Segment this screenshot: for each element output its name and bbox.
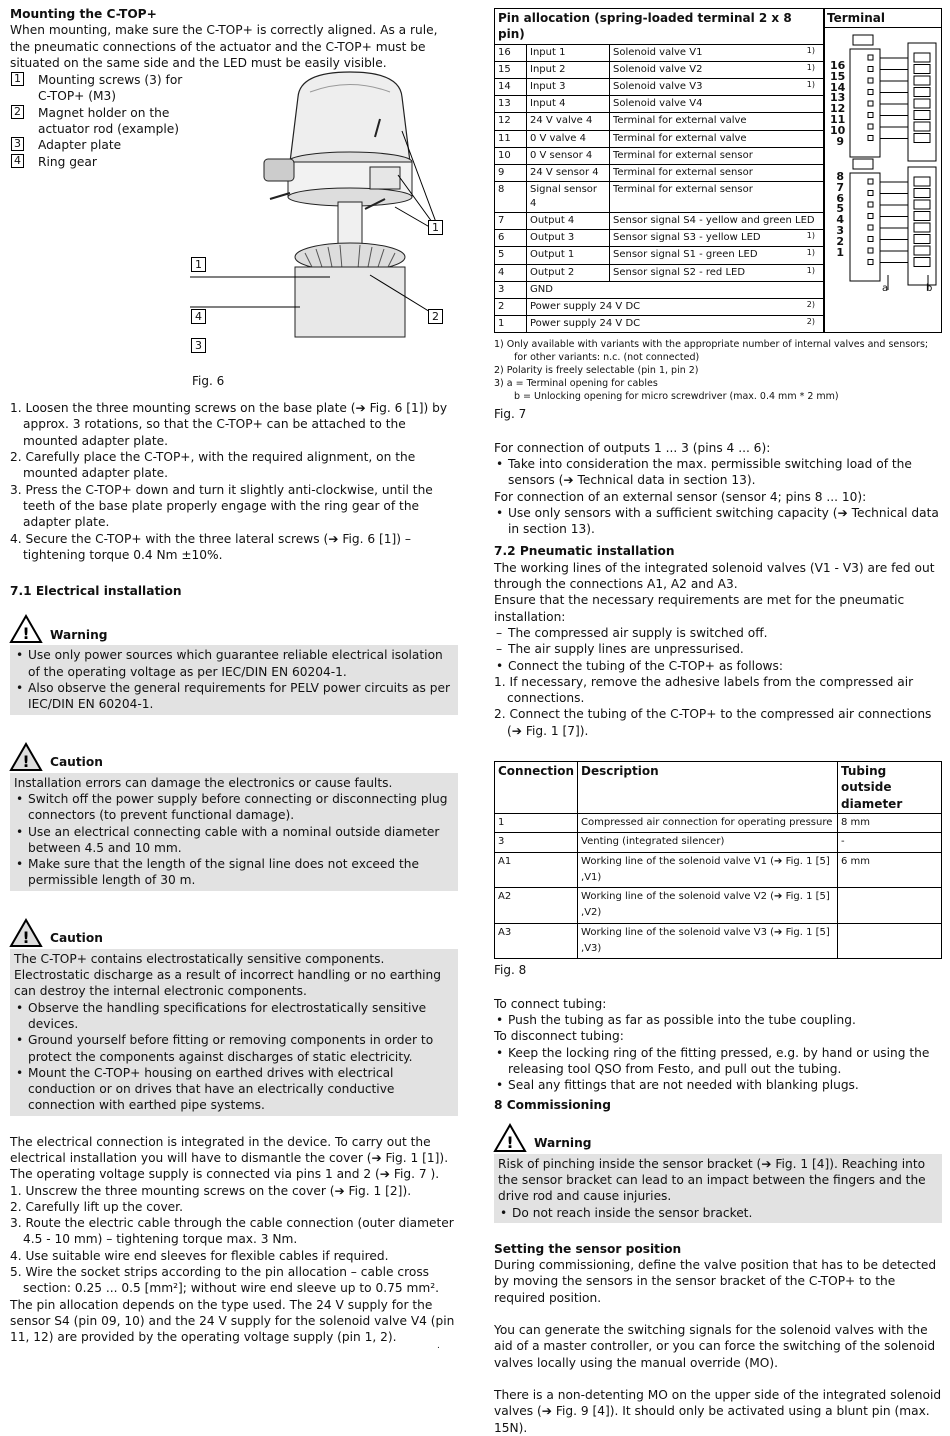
tubing-text [494,996,942,1094]
mount-step: 2. Carefully place the C-TOP+, with the required alignment, on the mounted adapter plate. [10,450,416,481]
warning-box [494,1154,942,1223]
table-row: A1 Working line of the solenoid valve V1 (➔ Fig. 1 [5] ,V1) 6 mm [495,852,942,888]
pin-row: 11 0 V valve 4 Terminal for external valve [495,130,824,147]
tubing-item: • Push the tubing as far as possible into the tube coupling. [494,1012,942,1028]
legend-text: Mounting screws (3) for C-TOP+ (M3) [38,73,183,104]
warning-heading [494,1118,942,1152]
caution-box-1 [10,773,458,891]
note: 1) Only available with variants with the appropriate number of internal valves and sensors; for other variants: n.c. (not connected) [494,339,929,364]
pin-row: 2 Power supply 24 V DC 2) [495,299,824,316]
electrical-step: 1. Unscrew the three mounting screws on the cover (➔ Fig. 1 [2]). [10,1183,412,1198]
tubing-item: • Seal any fittings that are not needed with blanking plugs. [494,1077,942,1093]
mount-step: 1. Loosen the three mounting screws on the base plate (➔ Fig. 6 [1]) by approx. 3 rotations, so that the C-TOP+ can be attached to the mounted adapter plate. [10,401,448,448]
warning-box [10,645,458,714]
note: 3) a = Terminal opening for cables [494,378,658,390]
pneumatic-paragraph: The working lines of the integrated solenoid valves (V1 - V3) are fed out through the connections A1, A2 and A3. [494,560,935,592]
terminal-header: Terminal [824,9,941,28]
terminal-clamp [914,223,930,232]
terminal-top-numbers: 16 15 14 13 12 11 10 9 [830,59,846,148]
caution-intro: The C-TOP+ contains electrostatically sensitive components. Electrostatic discharge as a result of incorrect handling or no earthing can destroy the internal electronic components. [14,951,442,999]
terminal-b-label: b [926,283,933,294]
note: 2) Polarity is freely selectable (pin 1, pin 2) [494,365,699,377]
legend-num: 2 [11,105,24,119]
caution-label: Caution [50,755,103,770]
pin-row: 1 Power supply 24 V DC 2) [495,316,824,333]
mount-step: 3. Press the C-TOP+ down and turn it slightly anti-clockwise, until the teeth of the base plate properly engage with the ring gear of the adapter plate. [10,482,433,530]
electrical-paragraph: The electrical connection is integrated in the device. To carry out the electrical installation you will have to dismantle the cover (➔ Fig. 1 [1]). [10,1134,449,1165]
table-row: 1 Compressed air connection for operating pressure 8 mm [495,813,942,832]
fig6-caption: Fig. 6 [192,374,225,389]
section-7-1-title: 7.1 Electrical installation [10,584,182,599]
terminal-hole [868,202,873,207]
terminal-hole [868,67,873,72]
outputs-item: • Take into consideration the max. permissible switching load of the sensors (➔ Technical data in section 13). [494,456,942,489]
pin-row: 9 24 V sensor 4 Terminal for external sensor [495,164,824,181]
pin-allocation-table [494,8,824,333]
mount-step: 4. Secure the C-TOP+ with the three lateral screws (➔ Fig. 6 [1]) – tightening torque 0.4 Nm ±10%. [10,531,411,562]
warning-triangle-icon [494,1124,526,1152]
terminal-clamp [914,76,930,85]
tubing-disconnect: To disconnect tubing: [494,1029,624,1044]
terminal-a-label: a [882,283,889,294]
electrical-paragraph: The pin allocation depends on the type used. The 24 V supply for the sensor S4 (pin 09, 10) and the 24 V supply for the solenoid valve V4 (pin 11, 12) are provided by the operating voltage supply (pin 1, 2). [10,1297,455,1345]
connection-table [494,761,942,959]
pin-row: 7 Output 4 Sensor signal S4 - yellow and green LED [495,213,824,230]
note: b = Unlocking opening for micro screwdriver (max. 0.4 mm * 2 mm) [514,391,839,403]
legend-text: Adapter plate [38,138,122,153]
caution-heading-1 [10,737,458,771]
pin-row: 16 Input 1 Solenoid valve V1 1) [495,44,824,61]
left-column [10,6,458,1346]
terminal-hole [868,101,873,106]
outputs-intro: For connection of outputs 1 ... 3 (pins 4 ... 6): [494,440,771,455]
terminal-clamp [914,122,930,131]
mount-intro: When mounting, make sure the C-TOP+ is correctly aligned. As a rule, the pneumatic connections of the actuator and the C-TOP+ must be situated on the same side and the LED must be easily visible. [10,23,438,70]
pin-header: Pin allocation (spring-loaded terminal 2 x 8 pin) [495,9,824,45]
terminal-hole [868,179,873,184]
fig6-marker-2: 2 [428,309,443,324]
sensor-paragraph: During commissioning, define the valve position that has to be detected by moving the sensors in the sensor bracket of the C-TOP+ to the required position. [494,1258,937,1305]
electrical-step: 5. Wire the socket strips according to the pin allocation – cable cross section: 0.25 ... 0.5 [mm²]; without wire end sleeve up to 0.75 mm². [10,1265,440,1296]
electrical-text [10,1134,458,1346]
terminal-clamp [914,212,930,221]
terminal-hole [868,214,873,219]
caution-item: • Make sure that the length of the signal line does not exceed the permissible length of 30 m. [14,856,454,889]
electrical-step: 4. Use suitable wire end sleeves for flexible cables if required. [10,1248,389,1263]
terminal-hole [868,191,873,196]
pneumatic-step: 1. If necessary, remove the adhesive labels from the compressed air connections. [494,674,914,706]
pin-row: 10 0 V sensor 4 Terminal for external sensor [495,147,824,164]
warning-label: Warning [50,628,108,643]
caution-item: • Switch off the power supply before connecting or disconnecting plug connectors (to prevent functional damage). [14,791,454,824]
terminal-clamp [914,177,930,186]
warning-item: • Do not reach inside the sensor bracket. [498,1205,938,1221]
col-header: Description [578,762,838,814]
terminal-panel [824,8,942,333]
table-row: A3 Working line of the solenoid valve V3 (➔ Fig. 1 [5] ,V3) [495,923,942,959]
pin-row: 6 Output 3 Sensor signal S3 - yellow LED 1) [495,230,824,247]
terminal-clamp [914,99,930,108]
caution-box-2 [10,949,458,1116]
electrical-step: 2. Carefully lift up the cover. [10,1199,183,1214]
caution-item: • Observe the handling specifications for electrostatically sensitive devices. [14,1000,454,1033]
caution-item: • Use an electrical connecting cable with a nominal outside diameter between 4.5 and 10 mm. [14,824,454,857]
terminal-bottom-numbers: 8 7 6 5 4 3 2 1 [836,170,844,259]
fig6-marker-1-right: 1 [428,220,443,235]
table-row: 3 Venting (integrated silencer) - [495,833,942,852]
section-7-2-title: 7.2 Pneumatic installation [494,544,675,559]
legend-text: Ring gear [38,154,97,169]
terminal-clamp [914,53,930,62]
warning-heading [10,609,458,643]
mount-steps [10,400,458,563]
caution-item: • Mount the C-TOP+ housing on earthed drives with electrical conduction or on drives that have an electrically conductive connection with earthed pipe systems. [14,1065,454,1114]
warning-text: Risk of pinching inside the sensor bracket (➔ Fig. 1 [4]). Reaching into the sensor bracket can lead to an impact between the fingers and the drive rod and cause injuries. [498,1156,926,1204]
caution-heading-2 [10,913,458,947]
col-header: Tubing outside diameter [838,762,942,814]
pin-row: 12 24 V valve 4 Terminal for external valve [495,113,824,130]
fig8-caption: Fig. 8 [494,963,527,978]
terminal-hole [868,237,873,242]
terminal-hole [868,260,873,265]
section-8-title: 8 Commissioning [494,1098,611,1113]
svg-text:!: ! [506,1132,514,1152]
caution-triangle-icon [10,743,42,771]
fig7-notes [494,338,942,403]
outputs-text [494,440,942,538]
terminal-clamp [914,111,930,120]
legend-num: 4 [11,154,24,168]
terminal-clamp [914,246,930,255]
warning-label: Warning [534,1136,592,1151]
caution-triangle-icon [10,919,42,947]
fig6-marker-1-left: 1 [191,257,206,272]
tubing-connect: To connect tubing: [494,996,607,1011]
terminal-clamp [914,134,930,143]
terminal-hole [868,248,873,253]
fig6-marker-3: 3 [191,338,206,353]
electrical-step: 3. Route the electric cable through the cable connection (outer diameter 4.5 - 10 mm) – tightening torque max. 3 Nm. [10,1216,454,1247]
svg-text:!: ! [22,927,30,947]
tubing-item: • Keep the locking ring of the fitting pressed, e.g. by hand or using the releasing tool QSO from Festo, and pull out the tubing. [494,1045,942,1078]
pneumatic-bullet: • Connect the tubing of the C-TOP+ as follows: [494,658,942,674]
fig7-caption: Fig. 7 [494,407,527,422]
pneumatic-paragraph: Ensure that the necessary requirements are met for the pneumatic installation: [494,593,905,624]
terminal-hole [868,78,873,83]
figure-6 [10,72,458,340]
ctop-device-drawing [250,67,450,337]
caution-item: • Ground yourself before fitting or removing components in order to protect the components against discharges of static electricity. [14,1032,454,1065]
pin-row: 14 Input 3 Solenoid valve V3 1) [495,78,824,95]
right-column [494,8,942,1436]
page-footer-mark: . [437,1341,440,1351]
pin-row: 3 GND [495,281,824,298]
pneumatic-dash-item: – The air supply lines are unpressurised. [494,641,942,657]
electrical-paragraph: The operating voltage supply is connected via pins 1 and 2 (➔ Fig. 7 ). [10,1167,440,1182]
svg-text:!: ! [22,624,30,644]
terminal-hole [868,90,873,95]
legend-num: 3 [11,137,24,151]
sensor-title: Setting the sensor position [494,1241,682,1256]
col-header: Connection [495,762,578,814]
warning-item: • Also observe the general requirements for PELV power circuits as per IEC/DIN EN 60204-1. [14,680,454,713]
caution-intro: Installation errors can damage the electronics or cause faults. [14,775,393,790]
caution-label: Caution [50,931,103,946]
external-intro: For connection of an external sensor (sensor 4; pins 8 ... 10): [494,489,867,504]
external-item: • Use only sensors with a sufficient switching capacity (➔ Technical data in section 13). [494,505,942,538]
warning-item: • Use only power sources which guarantee reliable electrical isolation of the operating voltage as per IEC/DIN EN 60204-1. [14,647,454,680]
terminal-clamp [914,88,930,97]
pin-row: 5 Output 1 Sensor signal S1 - green LED 1) [495,247,824,264]
pneumatic-step: 2. Connect the tubing of the C-TOP+ to the compressed air connections (➔ Fig. 1 [7]). [494,707,932,738]
legend-text: Magnet holder on the actuator rod (example) [38,105,180,137]
warning-triangle-icon [10,615,42,643]
mount-title: Mounting the C-TOP+ [10,7,157,21]
terminal-clamp [914,200,930,209]
pin-row: 15 Input 2 Solenoid valve V2 1) [495,61,824,78]
terminal-clamp [914,65,930,74]
switch-paragraph: You can generate the switching signals for the solenoid valves with the aid of a master controller, or you can force the switching of the solenoid valves locally using the manual override (MO). [494,1323,936,1370]
pin-row: 8 Signal sensor 4 Terminal for external sensor [495,182,824,213]
legend-num: 1 [11,72,24,86]
terminal-hole [868,136,873,141]
terminal-clamp [914,235,930,244]
mo-paragraph: There is a non-detenting MO on the upper side of the integrated solenoid valves (➔ Fig. 9 [4]). It should only be activated using a blunt pin (max. 15N). [494,1387,942,1435]
terminal-hole [868,225,873,230]
svg-text:!: ! [22,751,30,771]
pin-row: 13 Input 4 Solenoid valve V4 [495,96,824,113]
pneumatic-dash-item: – The compressed air supply is switched off. [494,625,942,641]
pin-row: 4 Output 2 Sensor signal S2 - red LED 1) [495,264,824,281]
terminal-clamp [914,258,930,267]
terminal-hole [868,124,873,129]
terminal-clamp [914,189,930,198]
table-row: A2 Working line of the solenoid valve V2 (➔ Fig. 1 [5] ,V2) [495,888,942,924]
terminal-hole [868,55,873,60]
fig6-marker-4: 4 [191,309,206,324]
terminal-hole [868,113,873,118]
figure-7 [494,8,942,333]
